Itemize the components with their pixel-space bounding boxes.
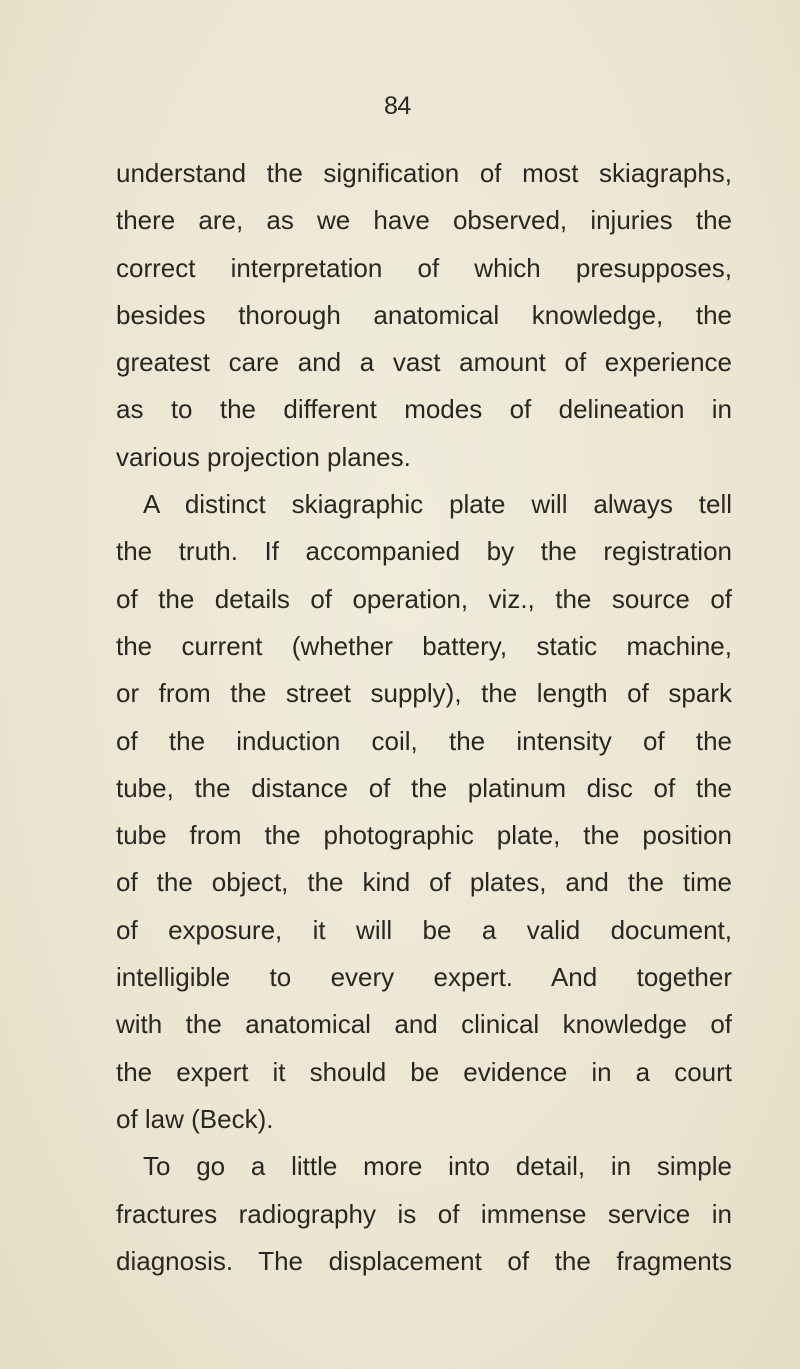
text-line: various projection planes.: [116, 441, 411, 472]
body-text: [116, 150, 732, 1285]
page-number: 84: [384, 92, 411, 120]
text-line: A distinct skiagraphic plate will always tell: [143, 489, 732, 520]
text-line: intelligible to every expert. And together: [116, 962, 732, 993]
text-line: or from the street supply), the length of spark: [116, 678, 732, 709]
text-line: the truth. If accompanied by the registration: [116, 536, 732, 567]
text-line: there are, as we have observed, injuries the: [116, 205, 732, 236]
text-line: To go a little more into detail, in simple: [143, 1151, 732, 1182]
text-line: of exposure, it will be a valid document,: [116, 914, 732, 945]
text-line: understand the signification of most skiagraphs,: [116, 158, 732, 188]
text-line: besides thorough anatomical knowledge, the: [116, 299, 732, 330]
text-line: fractures radiography is of immense service in: [116, 1198, 732, 1229]
text-line: tube, the distance of the platinum disc of the: [116, 772, 732, 803]
text-line: diagnosis. The displacement of the fragments: [116, 1245, 732, 1276]
text-line: of the induction coil, the intensity of the: [116, 725, 732, 756]
text-line: of the object, the kind of plates, and the time: [116, 867, 732, 898]
text-line: the current (whether battery, static machine,: [116, 630, 732, 661]
text-line: with the anatomical and clinical knowledge of: [116, 1009, 732, 1040]
text-line: tube from the photographic plate, the position: [116, 820, 732, 851]
text-line: of the details of operation, viz., the source of: [116, 583, 732, 614]
text-line: of law (Beck).: [116, 1103, 274, 1134]
text-line: the expert it should be evidence in a court: [116, 1056, 732, 1087]
text-line: greatest care and a vast amount of experience: [116, 347, 732, 378]
text-line: correct interpretation of which presupposes,: [116, 252, 732, 283]
text-line: as to the different modes of delineation in: [116, 394, 732, 425]
